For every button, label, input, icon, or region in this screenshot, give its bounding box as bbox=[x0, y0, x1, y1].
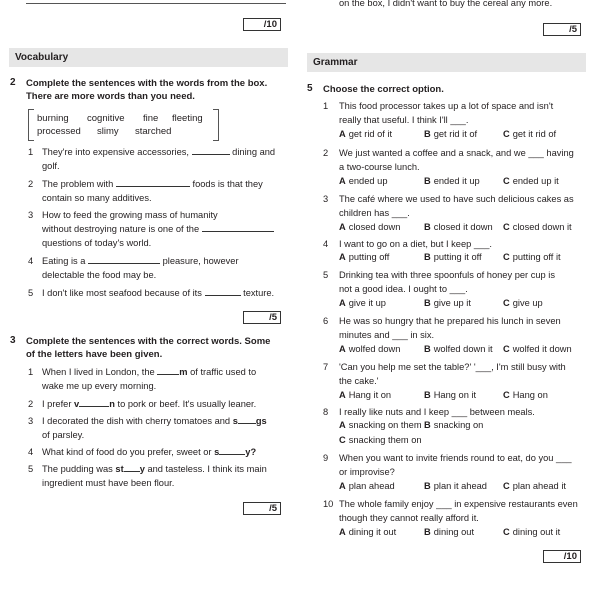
q2-item-3: 3 How to feed the growing mass of humanity without destroying nature is one of the questions of today's world. bbox=[28, 208, 290, 250]
word-fleeting: fleeting bbox=[172, 113, 203, 124]
option-a[interactable]: A wolfed down bbox=[339, 344, 401, 354]
question-text: really that useful. I think I'll ___. bbox=[339, 115, 469, 125]
top-rule bbox=[26, 3, 286, 4]
question-text: 'Can you help me set the table?' '___, I'm still busy with bbox=[339, 362, 566, 372]
option-a[interactable]: A plan ahead bbox=[339, 481, 395, 491]
word-burning: burning bbox=[37, 113, 69, 124]
answer-blank[interactable] bbox=[157, 365, 179, 375]
option-c[interactable]: C closed down it bbox=[503, 222, 572, 232]
item-number: 7 bbox=[323, 362, 329, 372]
question-text: minutes and ___ in six. bbox=[339, 330, 435, 340]
q2-item-4: 4 Eating is a pleasure, however delectable the food may be. bbox=[28, 256, 239, 280]
option-b[interactable]: B putting it off bbox=[424, 252, 482, 262]
option-c[interactable]: C snacking them on bbox=[339, 435, 422, 445]
question-text: not a good idea. I ought to ___. bbox=[339, 284, 468, 294]
q3-number: 3 bbox=[10, 335, 16, 346]
q5-score-box: /10 bbox=[543, 550, 581, 563]
option-a[interactable]: A putting off bbox=[339, 252, 390, 262]
q2-item-2: 2 The problem with foods is that they contain so many additives. bbox=[28, 179, 263, 203]
option-c[interactable]: C wolfed it down bbox=[503, 344, 572, 354]
item-number: 9 bbox=[323, 453, 329, 463]
option-b[interactable]: B give up it bbox=[424, 298, 471, 308]
item-number: 3 bbox=[323, 194, 329, 204]
question-text: though they cannot really afford it. bbox=[339, 513, 479, 523]
item-number: 1 bbox=[323, 101, 329, 111]
q5-number: 5 bbox=[307, 83, 313, 94]
option-c[interactable]: C Hang on bbox=[503, 390, 548, 400]
word-cognitive: cognitive bbox=[87, 113, 125, 124]
option-c[interactable]: C putting off it bbox=[503, 252, 561, 262]
question-text: We just wanted a coffee and a snack, and we ___ having bbox=[339, 148, 574, 158]
option-b[interactable]: B plan it ahead bbox=[424, 481, 487, 491]
option-b[interactable]: B wolfed down it bbox=[424, 344, 493, 354]
vocabulary-header: Vocabulary bbox=[9, 48, 288, 67]
answer-blank[interactable] bbox=[124, 462, 140, 472]
q3-item-3: 3 I decorated the dish with cherry tomatoes and s gs of parsley. bbox=[28, 416, 267, 440]
word-processed: processed bbox=[37, 126, 81, 137]
option-c[interactable]: C get it rid of bbox=[503, 129, 557, 139]
q2-score-box: /5 bbox=[243, 311, 281, 324]
answer-blank[interactable] bbox=[202, 222, 274, 232]
option-c[interactable]: C dining out it bbox=[503, 527, 561, 537]
q2-item-5: 5 I don't like most seafood because of its texture. bbox=[28, 288, 275, 298]
question-text: I really like nuts and I keep ___ between meals. bbox=[339, 407, 535, 417]
q3-instruction-line1: Complete the sentences with the correct words. Some bbox=[26, 336, 271, 347]
score-box-top-left: /10 bbox=[243, 18, 281, 31]
option-c[interactable]: C plan ahead it bbox=[503, 481, 566, 491]
option-a[interactable]: A snacking on them bbox=[339, 420, 422, 430]
question-text: a two-course lunch. bbox=[339, 162, 420, 172]
question-text: I want to go on a diet, but I keep ___. bbox=[339, 239, 492, 249]
q2-number: 2 bbox=[10, 77, 16, 88]
question-text: This food processor takes up a lot of space and isn't bbox=[339, 101, 554, 111]
option-a[interactable]: A get rid of it bbox=[339, 129, 393, 139]
q2-instruction-line2: There are more words than you need. bbox=[26, 91, 195, 102]
option-b[interactable]: B get rid it of bbox=[424, 129, 478, 139]
question-text: Drinking tea with three spoonfuls of honey per cup is bbox=[339, 270, 556, 280]
q3-score-box: /5 bbox=[243, 502, 281, 515]
q3-item-5: 5 The pudding was st y and tasteless. I think its main ingredient must have been flour. bbox=[28, 464, 267, 488]
question-text: children has ___. bbox=[339, 208, 410, 218]
grammar-header: Grammar bbox=[307, 53, 586, 72]
option-b[interactable]: B Hang on it bbox=[424, 390, 477, 400]
q3-item-1: 1 When I lived in London, the m of traffic used to wake me up every morning. bbox=[28, 367, 257, 391]
answer-blank[interactable] bbox=[238, 414, 256, 424]
item-number: 5 bbox=[323, 270, 329, 280]
item-number: 4 bbox=[323, 239, 329, 249]
answer-blank[interactable] bbox=[219, 445, 245, 455]
answer-blank[interactable] bbox=[79, 397, 109, 407]
item-number: 10 bbox=[323, 499, 334, 509]
item-number: 2 bbox=[323, 148, 329, 158]
option-a[interactable]: A dining it out bbox=[339, 527, 397, 537]
carryover-text: on the box, I didn't want to buy the cereal any more. bbox=[339, 0, 553, 8]
word-slimy: slimy bbox=[97, 126, 119, 137]
answer-blank[interactable] bbox=[205, 286, 241, 296]
option-c[interactable]: C give up bbox=[503, 298, 543, 308]
option-b[interactable]: B dining out bbox=[424, 527, 475, 537]
q3-instruction-line2: of the letters have been given. bbox=[26, 349, 163, 360]
item-number: 6 bbox=[323, 316, 329, 326]
q5-instruction: Choose the correct option. bbox=[323, 84, 444, 95]
question-text: The whole family enjoy ___ in expensive restaurants even bbox=[339, 499, 578, 509]
answer-blank[interactable] bbox=[88, 254, 160, 264]
answer-blank[interactable] bbox=[192, 145, 230, 155]
question-text: He was so hungry that he prepared his lunch in seven bbox=[339, 316, 561, 326]
option-a[interactable]: A closed down bbox=[339, 222, 401, 232]
option-b[interactable]: B snacking on bbox=[424, 420, 484, 430]
q3-item-2: 2 I prefer v n to pork or beef. It's usually leaner. bbox=[28, 399, 257, 409]
question-text: When you want to invite friends round to eat, do you ___ bbox=[339, 453, 572, 463]
question-text: the cake.' bbox=[339, 376, 379, 386]
option-c[interactable]: C ended up it bbox=[503, 176, 559, 186]
question-text: or improvise? bbox=[339, 467, 395, 477]
item-number: 8 bbox=[323, 407, 329, 417]
q3-item-4: 4 What kind of food do you prefer, sweet or s y? bbox=[28, 447, 257, 457]
answer-blank[interactable] bbox=[116, 177, 190, 187]
score-box-top-right: /5 bbox=[543, 23, 581, 36]
option-a[interactable]: A give it up bbox=[339, 298, 386, 308]
word-fine: fine bbox=[143, 113, 159, 124]
option-b[interactable]: B ended it up bbox=[424, 176, 480, 186]
q2-item-1: 1 They're into expensive accessories, dining and golf. bbox=[28, 147, 276, 171]
word-starched: starched bbox=[135, 126, 172, 137]
q2-instruction-line1: Complete the sentences with the words from the box. bbox=[26, 78, 268, 89]
option-a[interactable]: A ended up bbox=[339, 176, 388, 186]
question-text: The café where we used to have such delicious cakes as bbox=[339, 194, 574, 204]
option-a[interactable]: A Hang it on bbox=[339, 390, 392, 400]
option-b[interactable]: B closed it down bbox=[424, 222, 493, 232]
